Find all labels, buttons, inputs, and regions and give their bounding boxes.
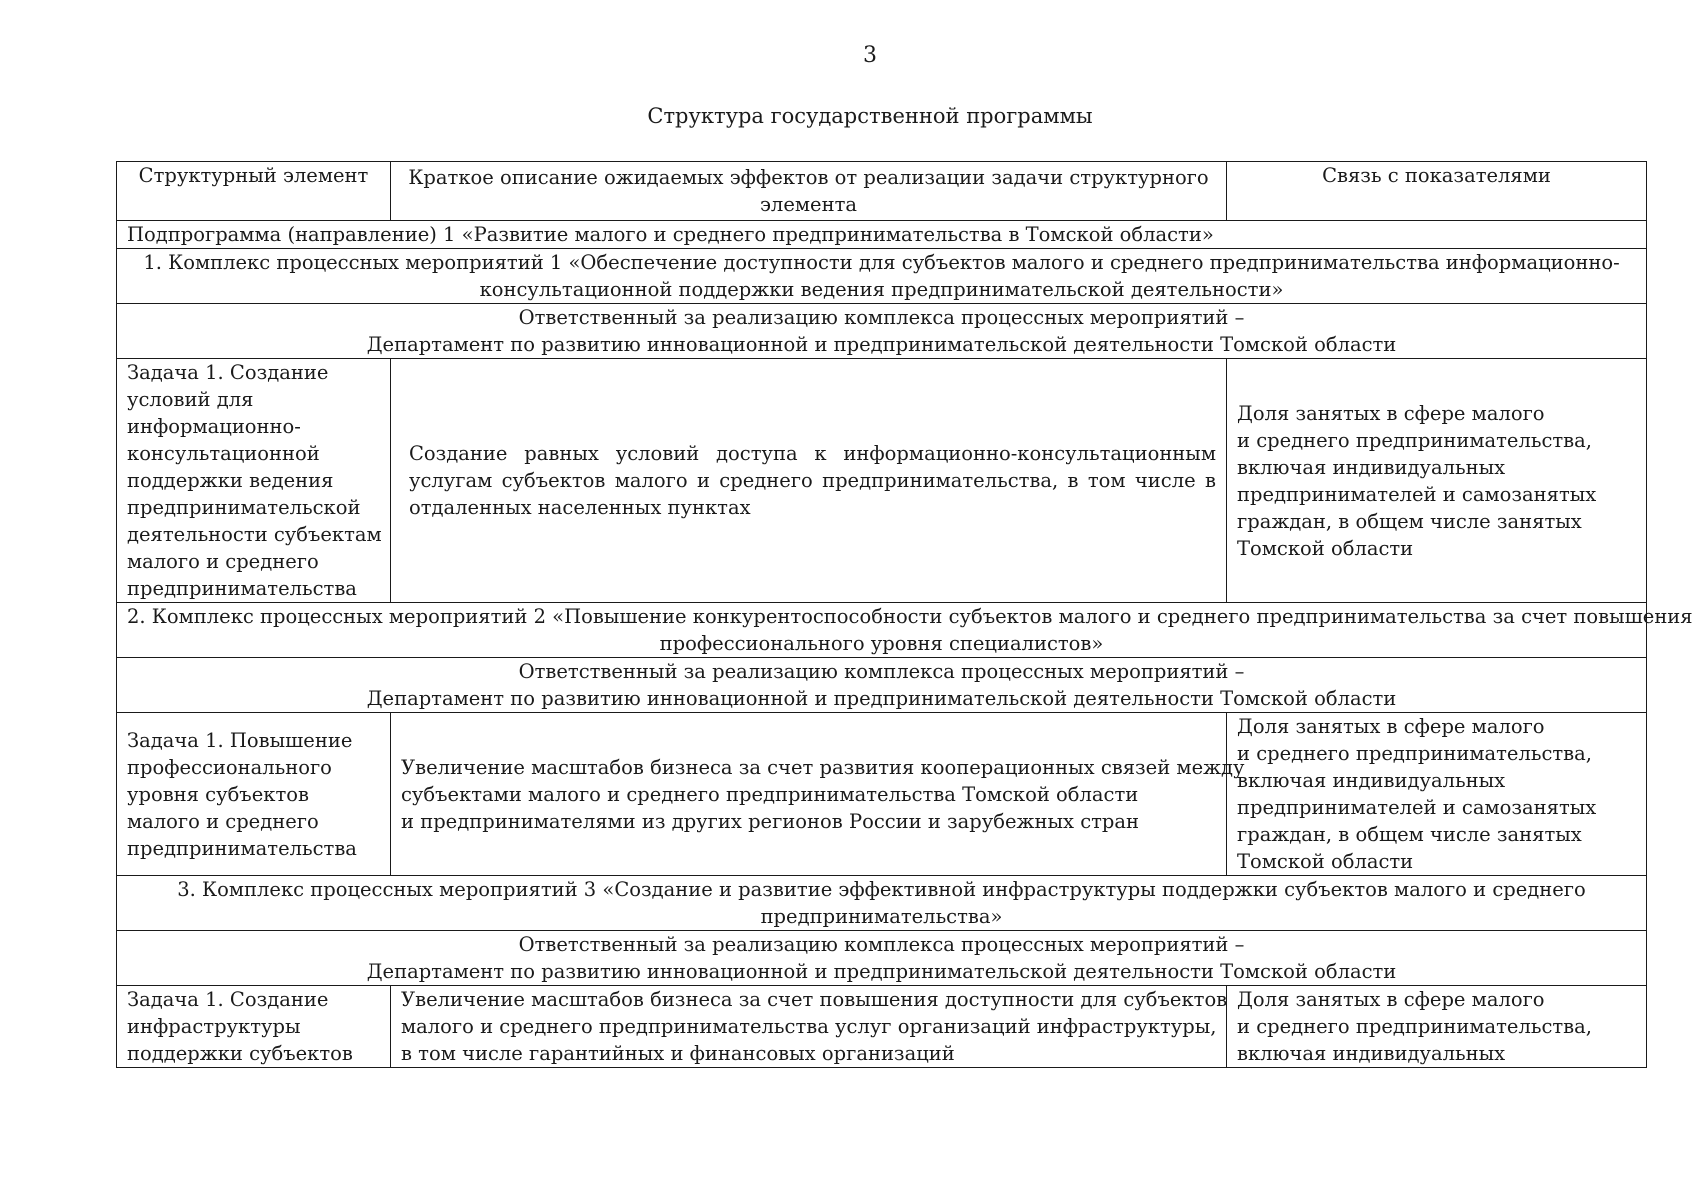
task-line: Задача 1. Создание [127, 361, 329, 384]
indicator-line: и среднего предпринимательства, [1237, 428, 1592, 452]
task-line: деятельности субъектам [127, 523, 382, 546]
subprogram-title: Подпрограмма (направление) 1 «Развитие малого и среднего предпринимательства в Томской области» [117, 221, 1647, 249]
responsible-department [117, 658, 1647, 713]
indicator-line: Томской области [1237, 850, 1414, 873]
header-effects-line: элемента [760, 193, 857, 216]
subprogram-row [117, 221, 1647, 249]
document-title: Структура государственной программы [647, 104, 1093, 128]
page-number: 3 [863, 43, 877, 68]
task-line: малого и среднего [127, 550, 319, 573]
effect-line: в отдаленных населенных пунктах [409, 469, 1216, 519]
indicator-line: граждан, в общем числе занятых [1237, 823, 1582, 846]
task-line: профессионального [127, 755, 332, 779]
effect-line: Создание равных условий доступа к информационно-консультационным [409, 442, 1216, 465]
complex-title [117, 249, 1647, 304]
task-line: инфраструктуры [127, 1015, 301, 1038]
indicator-link [1227, 986, 1647, 1068]
responsible-line: Департамент по развитию инновационной и предпринимательской деятельности Томской области [366, 333, 1397, 356]
effect-line: и предпринимателями из других регионов России и зарубежных стран [401, 809, 1140, 833]
indicator-line: Доля занятых в сфере малого [1237, 715, 1545, 738]
indicator-link [1227, 713, 1647, 876]
task-line: уровня субъектов [127, 782, 309, 806]
complex-title-row [117, 603, 1647, 658]
responsible-line: Департамент по развитию инновационной и предпринимательской деятельности Томской области [366, 687, 1397, 710]
responsible-row [117, 304, 1647, 359]
complex-title [117, 603, 1693, 658]
table-header-row [117, 162, 1647, 221]
responsible-department [117, 931, 1647, 986]
responsible-line: Ответственный за реализацию комплекса процессных мероприятий – [518, 660, 1245, 683]
responsible-row [117, 658, 1647, 713]
program-structure-table [116, 161, 1693, 1068]
task-description [117, 713, 391, 876]
expected-effect [391, 359, 1227, 603]
effect-line: малого и среднего предпринимательства услуг организаций инфраструктуры, [401, 1015, 1217, 1038]
effect-line: услугам субъектов малого и среднего предпринимательства, в том числе [409, 469, 1206, 492]
task-line: предпринимательства [127, 577, 357, 600]
responsible-line: Департамент по развитию инновационной и предпринимательской деятельности Томской области [366, 960, 1397, 983]
responsible-line: Ответственный за реализацию комплекса процессных мероприятий – [518, 933, 1245, 956]
task-line: информационно- [127, 415, 301, 438]
task-description [117, 986, 391, 1068]
task-description [117, 359, 391, 603]
complex-title-line: 3. Комплекс процессных мероприятий 3 «Создание и развитие эффективной инфраструктуры поддержки субъектов малого и среднего [177, 878, 1586, 901]
responsible-department [117, 304, 1647, 359]
indicator-line: включая индивидуальных [1237, 455, 1506, 479]
task-row [117, 986, 1647, 1068]
complex-title [117, 876, 1647, 931]
indicator-line: граждан, в общем числе занятых [1237, 509, 1582, 533]
task-line: консультационной [127, 442, 320, 465]
complex-title-line: профессионального уровня специалистов» [659, 632, 1104, 655]
effect-line: Увеличение масштабов бизнеса за счет развития кооперационных связей между [401, 755, 1245, 779]
complex-title-row [117, 876, 1647, 931]
indicator-line: Томской области [1237, 536, 1414, 560]
task-row [117, 359, 1647, 603]
indicator-line: предпринимателей и самозанятых [1237, 482, 1597, 506]
task-line: поддержки субъектов [127, 1042, 353, 1065]
complex-title-row [117, 249, 1647, 304]
header-indicators-link: Связь с показателями [1227, 162, 1647, 221]
indicator-line: и среднего предпринимательства, [1237, 742, 1592, 765]
task-line: Задача 1. Создание [127, 988, 329, 1011]
header-effects-line: Краткое описание ожидаемых эффектов от реализации задачи структурного [408, 166, 1209, 189]
indicator-line: и среднего предпринимательства, [1237, 1015, 1592, 1038]
task-line: предпринимательства [127, 836, 357, 860]
responsible-line: Ответственный за реализацию комплекса процессных мероприятий – [518, 306, 1245, 329]
indicator-line: предпринимателей и самозанятых [1237, 796, 1597, 819]
complex-title-line: предпринимательства» [760, 905, 1003, 928]
indicator-link [1227, 359, 1647, 603]
effect-line: Увеличение масштабов бизнеса за счет повышения доступности для субъектов [401, 988, 1228, 1011]
header-structural-element: Структурный элемент [117, 162, 391, 221]
task-line: Задача 1. Повышение [127, 728, 353, 752]
complex-title-line: консультационной поддержки ведения предпринимательской деятельности» [479, 278, 1284, 301]
task-row [117, 713, 1647, 876]
task-line: поддержки ведения [127, 469, 334, 492]
indicator-line: включая индивидуальных [1237, 1042, 1506, 1065]
task-line: условий для [127, 388, 254, 411]
complex-title-line: 2. Комплекс процессных мероприятий 2 «Повышение конкурентоспособности субъектов малого и среднего предпринимательства за счет повышения [127, 605, 1693, 628]
task-line: малого и среднего [127, 809, 319, 833]
expected-effect [391, 713, 1245, 876]
header-effects-description [391, 162, 1227, 221]
complex-title-line: 1. Комплекс процессных мероприятий 1 «Обеспечение доступности для субъектов малого и среднего предпринимательства информационно- [143, 251, 1620, 274]
indicator-line: Доля занятых в сфере малого [1237, 401, 1545, 425]
effect-line: в том числе гарантийных и финансовых организаций [401, 1042, 955, 1065]
indicator-line: включая индивидуальных [1237, 769, 1506, 792]
task-line: предпринимательской [127, 496, 361, 519]
effect-line: субъектами малого и среднего предпринимательства Томской области [401, 782, 1139, 806]
expected-effect [391, 986, 1227, 1068]
responsible-row [117, 931, 1647, 986]
indicator-line: Доля занятых в сфере малого [1237, 988, 1545, 1011]
